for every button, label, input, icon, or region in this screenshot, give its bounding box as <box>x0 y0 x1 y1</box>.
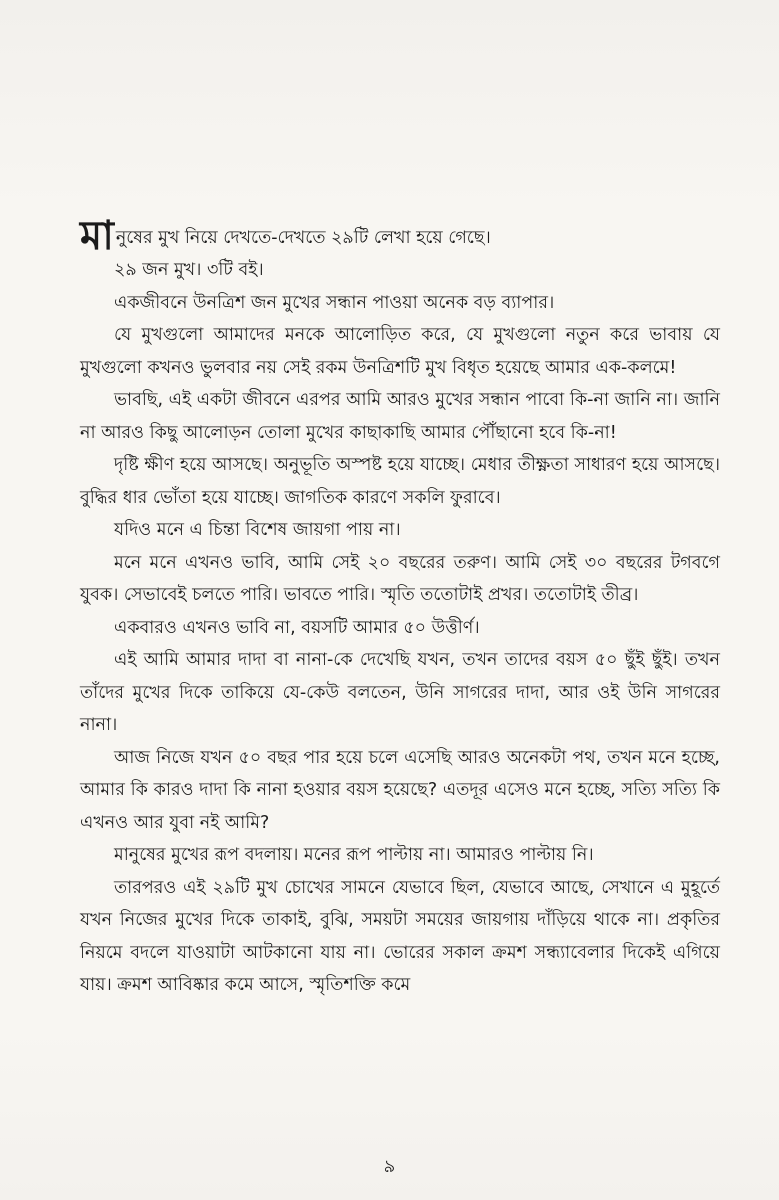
body-text <box>80 213 720 1002</box>
first-line-text: নুষের মুখ নিয়ে দেখতে-দেখতে ২৯টি লেখা হয়ে গেছে। <box>115 227 491 248</box>
paragraph-12: মানুষের মুখের রূপ বদলায়। মনের রূপ পাল্টায় না। আমারও পাল্টায় নি। <box>114 845 594 865</box>
paragraph-3: একজীবনে উনত্রিশ জন মুখের সন্ধান পাওয়া অনেক বড় ব্যাপার। <box>114 292 555 313</box>
paragraph-9: একবারও এখনও ভাবি না, বয়সটি আমার ৫০ উত্তীর্ণ। <box>114 617 480 638</box>
paragraph-10: এই আমি আমার দাদা বা নানা-কে দেখেছি যখন, তখন তাদের বয়স ৫০ ছুঁই ছুঁই। তখন তাঁদের মুখের দিকে তাকিয়ে যে-কেউ বলতেন, উনি সাগরের দাদা, আর ওই উনি সাগরের নানা। <box>80 650 720 735</box>
page-number: ৯ <box>383 1156 396 1177</box>
paragraph-7: যদিও মনে এ চিন্তা বিশেষ জায়গা পায় না। <box>114 520 401 540</box>
paragraph-1 <box>80 213 720 259</box>
paragraph-13: তারপরও এই ২৯টি মুখ চোখের সামনে যেভাবে ছিল, যেভাবে আছে, সেখানে এ মুহূর্তে যখন নিজের মুখের দিকে তাকাই, বুঝি, সময়টা সময়ের জায়গায় দাঁড়িয়ে থাকে না। প্রকৃতির নিয়মে বদলে যাওয়াটা আটকানো যায় না। ভোরের সকাল ক্রমশ সন্ধ্যাবেলার দিকেই এগিয়ে যায়। ক্রমশ আবিষ্কার কমে আসে, স্মৃতিশক্তি কমে <box>80 877 720 995</box>
paragraph-11: আজ নিজে যখন ৫০ বছর পার হয়ে চলে এসেছি আরও অনেকটা পথ, তখন মনে হচ্ছে, আমার কি কারও দাদা কি নানা হওয়ার বয়স হয়েছে? এতদূর এসেও মনে হচ্ছে, সত্যি সত্যি কি এখনও আর যুবা নই আমি? <box>80 747 720 833</box>
paragraph-5: ভাবছি, এই একটা জীবনে এরপর আমি আরও মুখের সন্ধান পাবো কি-না জানি না। জানি না আরও কিছু আলোড়ন তোলা মুখের কাছাকাছি আমার পৌঁছানো হবে কি-না! <box>80 390 720 443</box>
drop-cap: মা <box>80 213 114 259</box>
paragraph-4: যে মুখগুলো আমাদের মনকে আলোড়িত করে, যে মুখগুলো নতুন করে ভাবায় যে মুখগুলো কখনও ভুলবার নয় সেই রকম উনত্রিশটি মুখ বিধৃত হয়েছে আমার এক-কলমে! <box>80 325 720 378</box>
paragraph-6: দৃষ্টি ক্ষীণ হয়ে আসছে। অনুভূতি অস্পষ্ট হয়ে যাচ্ছে। মেধার তীক্ষ্ণতা সাধারণ হয়ে আসছে। বুদ্ধির ধার ভোঁতা হয়ে যাচ্ছে। জাগতিক কারণে সকলি ফুরাবে। <box>80 455 720 508</box>
paragraph-2: ২৯ জন মুখ। ৩টি বই। <box>114 260 264 280</box>
paragraph-8: মনে মনে এখনও ভাবি, আমি সেই ২০ বছরের তরুণ। আমি সেই ৩০ বছরের টগবগে যুবক। সেভাবেই চলতে পারি। ভাবতে পারি। স্মৃতি ততোটাই প্রখর। ততোটাই তীব্র। <box>80 552 720 605</box>
